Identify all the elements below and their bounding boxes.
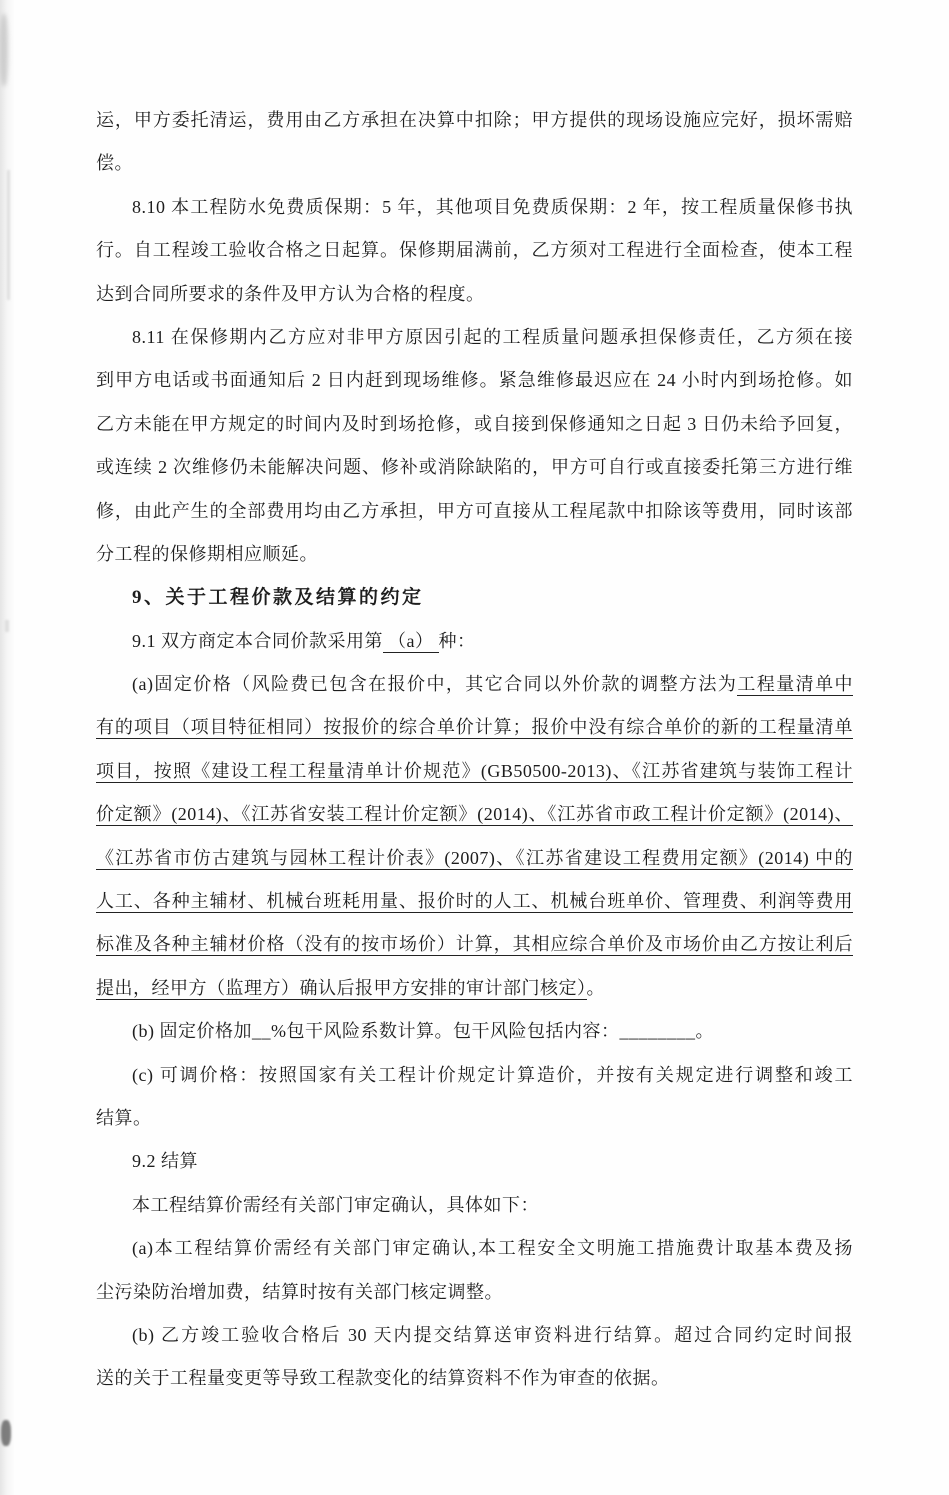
- text-line: [96, 1097, 853, 1140]
- text-line: [96, 1184, 853, 1227]
- document-body: [96, 99, 853, 1401]
- text-run: (b) 固定价格加__%包干风险系数计算。包干风险包括内容：________。: [132, 1021, 714, 1042]
- text-run: 或连续 2 次维修仍未能解决问题、修补或消除缺陷的，甲方可自行或直接委托第三方进行维: [96, 457, 853, 478]
- text-line: [96, 967, 853, 1010]
- underlined-text: 《江苏省市仿古建筑与园林工程计价表》(2007)、《江苏省建设工程费用定额》(2014) 中的: [96, 847, 853, 868]
- text-run: 9.1 双方商定本合同价款采用第: [132, 630, 383, 651]
- text-run: 行。自工程竣工验收合格之日起算。保修期届满前，乙方须对工程进行全面检查，使本工程: [96, 240, 853, 261]
- text-line: [96, 750, 853, 793]
- text-line: [96, 706, 853, 749]
- text-line: [96, 620, 853, 663]
- text-line: [96, 403, 853, 446]
- text-run: 本工程结算价需经有关部门审定确认，具体如下：: [132, 1194, 539, 1215]
- underlined-text: 标准及各种主辅材价格（没有的按市场价）计算，其相应综合单价及市场价由乙方按让利后: [96, 934, 853, 955]
- text-run: 乙方未能在甲方规定的时间内及时到场抢修，或自接到保修通知之日起 3 日仍未给予回复，: [96, 413, 853, 434]
- text-run: 。: [586, 977, 605, 998]
- text-run: (b) 乙方竣工验收合格后 30 天内提交结算送审资料进行结算。超过合同约定时间报: [132, 1324, 853, 1345]
- text-line: [96, 1010, 853, 1053]
- text-line: [96, 837, 853, 880]
- scan-speck: [5, 620, 9, 632]
- text-run: 达到合同所要求的条件及甲方认为合格的程度。: [96, 283, 485, 304]
- underlined-text: 有的项目（项目特征相同）按报价的综合单价计算；报价中没有综合单价的新的工程量清单: [96, 717, 853, 738]
- text-run: (a)本工程结算价需经有关部门审定确认,本工程安全文明施工措施费计取基本费及扬: [132, 1238, 853, 1259]
- text-run: 9、关于工程价款及结算的约定: [132, 587, 424, 609]
- section-heading: [96, 576, 853, 619]
- text-line: [96, 142, 853, 185]
- text-line: [96, 229, 853, 272]
- text-run: 分工程的保修期相应顺延。: [96, 543, 318, 564]
- text-run: 8.11 在保修期内乙方应对非甲方原因引起的工程质量问题承担保修责任，乙方须在接: [132, 326, 853, 347]
- text-line: [96, 663, 853, 706]
- text-run: 到甲方电话或书面通知后 2 日内赶到现场维修。紧急维修最迟应在 24 小时内到场抢修。如: [96, 370, 853, 391]
- text-line: [96, 490, 853, 533]
- text-line: [96, 1227, 853, 1270]
- text-line: [96, 1314, 853, 1357]
- text-line: [96, 1140, 853, 1183]
- text-line: [96, 359, 853, 402]
- text-run: 送的关于工程量变更等导致工程款变化的结算资料不作为审查的依据。: [96, 1368, 670, 1389]
- text-line: [96, 1271, 853, 1314]
- scan-streak: [7, 170, 10, 300]
- text-run: 结算。: [96, 1107, 152, 1128]
- underlined-text: 工程量清单中: [737, 674, 853, 695]
- scan-smudge: [1, 1420, 11, 1446]
- text-run: 种：: [438, 630, 476, 651]
- underlined-text: 价定额》(2014)、《江苏省安装工程计价定额》(2014)、《江苏省市政工程计价定额》(2014)、: [96, 804, 853, 825]
- text-run: 8.10 本工程防水免费质保期：5 年，其他项目免费质保期：2 年，按工程质量保修书执: [132, 196, 853, 217]
- text-run: 偿。: [96, 153, 133, 174]
- text-run: 修，由此产生的全部费用均由乙方承担，甲方可直接从工程尾款中扣除该等费用，同时该部: [96, 500, 853, 521]
- text-line: [96, 316, 853, 359]
- underlined-text: 人工、各种主辅材、机械台班耗用量、报价时的人工、机械台班单价、管理费、利润等费用: [96, 891, 853, 912]
- text-line: [96, 880, 853, 923]
- underlined-text: 项目，按照《建设工程工程量清单计价规范》(GB50500-2013)、《江苏省建筑与装饰工程计: [96, 760, 853, 781]
- text-line: [96, 923, 853, 966]
- text-run: (a)固定价格（风险费已包含在报价中，其它合同以外价款的调整方法为: [132, 674, 738, 695]
- text-line: [96, 1357, 853, 1400]
- text-line: [96, 793, 853, 836]
- text-run: 9.2 结算: [132, 1151, 198, 1172]
- underlined-text: （a）: [383, 630, 439, 651]
- text-run: 尘污染防治增加费，结算时按有关部门核定调整。: [96, 1281, 503, 1302]
- underlined-text: 提出，经甲方（监理方）确认后报甲方安排的审计部门核定）: [96, 977, 587, 998]
- text-line: [96, 99, 853, 142]
- text-line: [96, 533, 853, 576]
- text-run: 运，甲方委托清运，费用由乙方承担在决算中扣除；甲方提供的现场设施应完好，损坏需赔: [96, 110, 853, 130]
- scan-corner-mark: [0, 14, 8, 86]
- text-line: [96, 273, 853, 316]
- text-line: [96, 1054, 853, 1097]
- text-line: [96, 186, 853, 229]
- text-line: [96, 446, 853, 489]
- text-run: (c) 可调价格：按照国家有关工程计价规定计算造价，并按有关规定进行调整和竣工: [132, 1064, 853, 1085]
